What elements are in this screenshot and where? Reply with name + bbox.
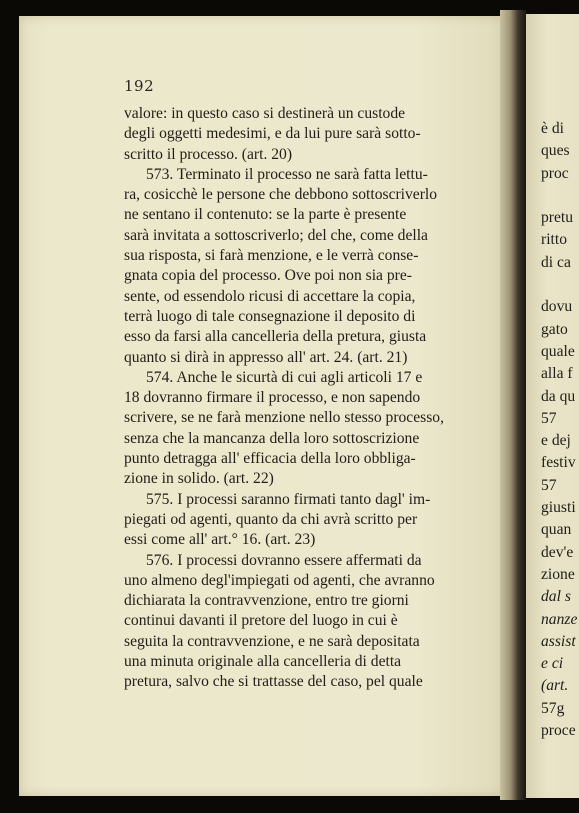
right-page-text: [541, 118, 579, 742]
text-line: 575. I processi saranno firmati tanto dagl' im-: [146, 490, 431, 508]
right-text-line: proc: [541, 164, 569, 182]
right-text-line: [541, 185, 579, 207]
right-text-line: assist: [541, 632, 576, 650]
text-line: zione in solido. (art. 22): [124, 470, 274, 488]
text-line: continui davanti il pretore del luogo in cui è: [124, 612, 398, 630]
right-text-line: zione: [541, 565, 575, 583]
text-line: valore: in questo caso si destinerà un custode: [124, 105, 406, 122]
right-text-line: quale: [541, 342, 575, 360]
text-line: 573. Terminato il processo ne sarà fatta lettu-: [146, 165, 428, 183]
book-gutter: [500, 10, 526, 800]
text-line: esso da farsi alla cancelleria della pretura, giusta: [124, 328, 427, 346]
right-text-line: dal s: [541, 588, 571, 606]
right-text-line: proce: [541, 722, 576, 740]
text-line: terrà luogo di tale consegnazione il deposito di: [124, 307, 416, 325]
text-line: 574. Anche le sicurtà di cui agli articoli 17 e: [146, 368, 423, 386]
text-line: una minuta originale alla cancelleria di detta: [124, 653, 402, 671]
text-line: essi come all' art.° 16. (art. 23): [124, 531, 316, 549]
right-text-line: ques: [541, 142, 570, 160]
right-page: [526, 14, 579, 798]
right-text-line: nanze: [541, 610, 578, 628]
text-line: dichiarata la contravvenzione, entro tre giorni: [124, 592, 409, 610]
right-text-line: pretu: [541, 209, 574, 227]
right-text-line: alla f: [541, 365, 573, 383]
text-line: sente, od essendolo ricusi di accettare la copia,: [124, 287, 416, 305]
text-line: uno almeno degl'impiegati od agenti, che avranno: [124, 571, 435, 589]
text-line: gnata copia del processo. Ove poi non sia pre-: [124, 267, 412, 285]
text-line: seguita la contravvenzione, e ne sarà depositata: [124, 632, 420, 650]
right-text-line: (art.: [541, 677, 569, 695]
text-line: degli oggetti medesimi, e da lui pure sarà sotto-: [124, 125, 421, 143]
left-page-text: [124, 104, 472, 693]
right-text-line: e ci: [541, 655, 564, 673]
text-line: punto detragga all' efficacia della loro obbliga-: [124, 450, 416, 468]
right-text-line: quan: [541, 521, 572, 539]
right-text-line: è di: [541, 120, 564, 137]
right-text-line: gato: [541, 320, 568, 338]
right-text-line: 57: [541, 409, 557, 427]
right-text-line: [541, 274, 579, 296]
text-line: piegati od agenti, quanto da chi avrà scritto per: [124, 510, 418, 528]
text-line: pretura, salvo che si trattasse del caso, pel quale: [124, 673, 423, 691]
right-text-line: dev'e: [541, 543, 574, 561]
right-text-line: 57g: [541, 699, 565, 717]
right-text-line: e dej: [541, 432, 571, 450]
text-line: senza che la mancanza della loro sottoscrizione: [124, 429, 420, 447]
right-text-line: ritto: [541, 231, 567, 249]
text-line: 576. I processi dovranno essere affermati da: [146, 551, 422, 569]
right-text-line: da qu: [541, 387, 576, 405]
right-text-line: festiv: [541, 454, 576, 472]
text-line: ra, cosicchè le persone che debbono sottoscriverlo: [124, 186, 438, 204]
text-line: scritto il processo. (art. 20): [124, 145, 293, 163]
right-text-line: giusti: [541, 499, 576, 517]
text-line: 18 dovranno firmare il processo, e non sapendo: [124, 389, 421, 407]
text-line: sua risposta, si farà menzione, e le verrà conse-: [124, 247, 419, 265]
text-line: ne sentano il contenuto: se la parte è presente: [124, 206, 407, 224]
text-line: quanto si dirà in appresso all' art. 24. (art. 21): [124, 348, 408, 366]
right-text-line: dovu: [541, 298, 573, 316]
right-text-line: 57: [541, 476, 557, 494]
page-number: 192: [124, 77, 155, 95]
text-line: sarà invitata a sottoscriverlo; del che, come della: [124, 226, 428, 244]
text-line: scrivere, se ne farà menzione nello stesso processo,: [124, 409, 444, 427]
right-text-line: di ca: [541, 253, 571, 271]
